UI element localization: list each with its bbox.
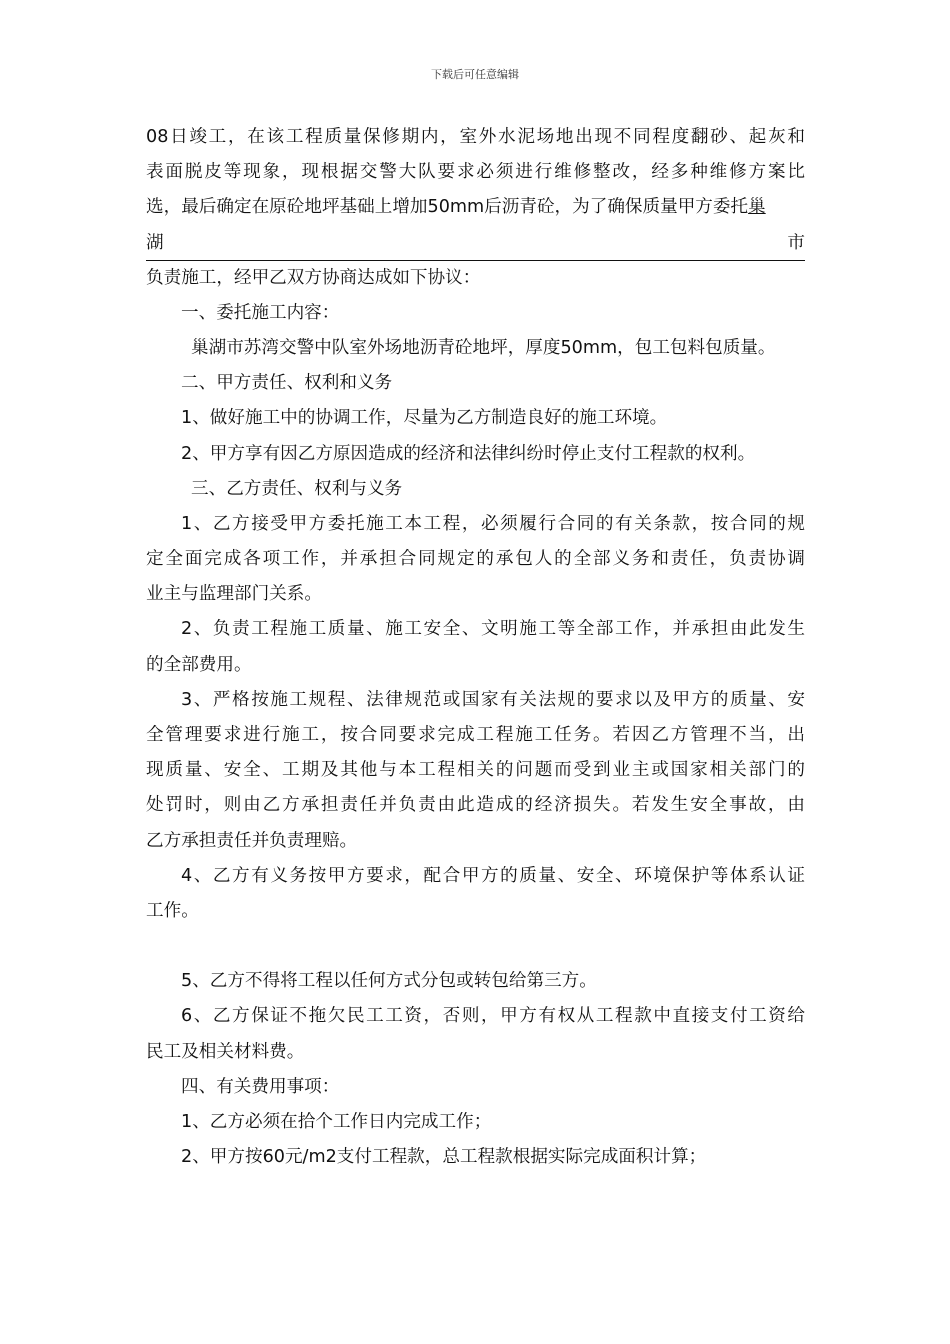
paragraph-line: 业主与监理部门关系。: [146, 584, 322, 605]
paragraph-line: 负责施工，经甲乙双方协商达成如下协议：: [146, 267, 481, 288]
underlined-text: 巢: [748, 197, 766, 218]
section-heading: 四、有关费用事项：: [181, 1076, 340, 1097]
page-header: 下载后可任意编辑: [431, 68, 519, 81]
blank-gap: [146, 929, 805, 964]
list-item: 2、负责工程施工质量、施工安全、文明施工等全部工作，并承担由此发生: [181, 619, 805, 640]
list-item: 2、甲方享有因乙方原因造成的经济和法律纠纷时停止支付工程款的权利。: [181, 443, 756, 464]
paragraph-line: 08日竣工，在该工程质量保修期内，室外水泥场地出现不同程度翻砂、起灰和: [146, 127, 805, 147]
paragraph-line: 定全面完成各项工作，并承担合同规定的承包人的全部义务和责任，负责协调: [146, 549, 805, 570]
section-heading: 二、甲方责任、权利和义务: [181, 373, 393, 394]
underlined-text: 湖: [146, 232, 164, 253]
list-item: 6、乙方保证不拖欠民工工资，否则，甲方有权从工程款中直接支付工资给: [181, 1006, 805, 1027]
list-item: 1、做好施工中的协调工作，尽量为乙方制造良好的施工环境。: [181, 408, 668, 429]
paragraph-text: 选，最后确定在原砼地坪基础上增加50mm后沥青砼，为了确保质量甲方委托: [146, 197, 749, 218]
paragraph-line: 表面脱皮等现象，现根据交警大队要求必须进行维修整改，经多种维修方案比: [146, 162, 805, 183]
paragraph-line: 的全部费用。: [146, 654, 252, 675]
list-item: 2、甲方按60元/m2支付工程款，总工程款根据实际完成面积计算；: [181, 1147, 707, 1168]
list-item: 3、严格按施工规程、法律规范或国家有关法规的要求以及甲方的质量、安: [181, 689, 805, 710]
section-heading: 一、委托施工内容：: [181, 302, 340, 323]
paragraph-line: 处罚时，则由乙方承担责任并负责由此造成的经济损失。若发生安全事故，由: [146, 795, 805, 816]
list-item: 1、乙方接受甲方委托施工本工程，必须履行合同的有关条款，按合同的规: [181, 513, 805, 534]
paragraph-line: [146, 190, 805, 225]
paragraph-line: 全管理要求进行施工，按合同要求完成工程施工任务。若因乙方管理不当，出: [146, 725, 805, 745]
paragraph-line: 乙方承担责任并负责理赔。: [146, 830, 358, 851]
paragraph-line: 工作。: [146, 900, 199, 921]
underlined-text: 市: [787, 232, 805, 253]
section-heading: 三、乙方责任、权利与义务: [191, 478, 403, 499]
paragraph-line: 巢湖市苏湾交警中队室外场地沥青砼地坪，厚度50mm，包工包料包质量。: [191, 337, 776, 358]
paragraph-line: 民工及相关材料费。: [146, 1041, 305, 1062]
list-item: 5、乙方不得将工程以任何方式分包或转包给第三方。: [181, 971, 597, 992]
list-item: 1、乙方必须在拾个工作日内完成工作；: [181, 1111, 492, 1132]
underlined-blank-line: [146, 226, 805, 261]
paragraph-line: 现质量、安全、工期及其他与本工程相关的问题而受到业主或国家相关部门的: [146, 760, 805, 781]
document-body: [146, 120, 805, 1175]
list-item: 4、乙方有义务按甲方要求，配合甲方的质量、安全、环境保护等体系认证: [181, 865, 805, 886]
